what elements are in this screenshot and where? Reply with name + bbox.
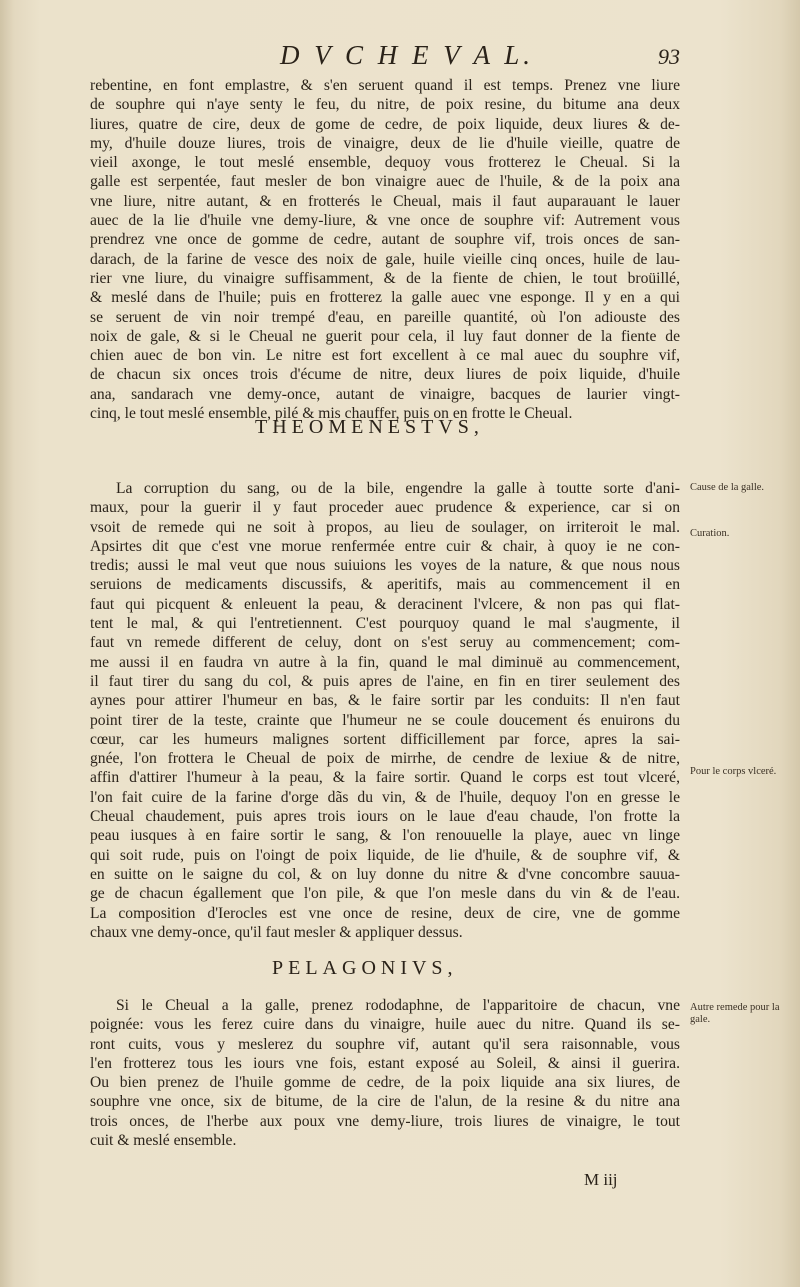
text-line: aynes pour attirer l'humeur en bas, & le faire sortir par les conduits: Il n'en faut	[90, 692, 680, 710]
text-line: prendrez vne once de gomme de cedre, autant de souphre vif, trois onces de san-	[90, 231, 680, 249]
text-line: souphre vne once, six de bitume, de la cire de l'alun, de la resine & du nitre ana	[90, 1093, 680, 1111]
paragraph-remedies	[90, 76, 680, 423]
signature-mark: M iij	[584, 1170, 618, 1189]
text-line: maux, pour la guerir il y faut proceder auec prudence & experience, car si on	[90, 499, 680, 517]
text-line: faut vn remede different de celuy, dont on s'est seruy au commencement; com-	[90, 634, 680, 652]
text-line: cinq, le tout meslé ensemble, pilé & mis chauffer, puis on en frotte le Cheual.	[90, 405, 573, 423]
running-title: D V C H E V A L.	[280, 40, 535, 70]
section-heading-pelagonius: PELAGONIVS,	[272, 957, 458, 979]
text-line: trois onces, de l'herbe aux poux vne demy-liure, trois liures de vinaigre, le tout	[90, 1112, 680, 1130]
text-line: l'on fait cuire de la farine d'orge dãs du vin, & de l'huile, dequoy l'on en gresse le	[90, 788, 680, 806]
text-line: affin d'attirer l'humeur à la peau, & la faire sortir. Quand le corps est tout vlceré,	[90, 769, 680, 787]
text-line: galle est serpentée, faut mesler de bon vinaigre auec de l'huile, & de la poix ana	[90, 173, 680, 191]
paragraph-theomenestus	[90, 479, 680, 942]
text-line: & meslé dans de l'huile; puis en frotterez la galle auec vne esponge. Il y en a qui	[90, 289, 680, 307]
text-line: tredis; aussi le mal veut que nous suiuions les voyes de la nature, & que nous nous	[90, 557, 680, 575]
page-header	[90, 40, 680, 74]
text-line: peau iusques à en faire sortir le sang, & l'on renouuelle la playe, auec vn linge	[90, 827, 680, 845]
text-line: ana, sandarach vne demy-once, autant de vinaigre, bacques de laurier vingt-	[90, 385, 680, 403]
text-line: point tirer de la teste, crainte que l'humeur ne se coule doucement és enuirons du	[90, 711, 680, 729]
text-line: rier vne liure, du vinaigre suffisamment, & de la fiente de chien, le tout broüillé,	[90, 269, 680, 287]
text-line: ront cuits, vous y meslerez du souphre vif, autant qu'il sera raisonnable, vous	[90, 1035, 680, 1053]
text-line: Si le Cheual a la galle, prenez rododaphne, de l'apparitoire de chacun, vne	[116, 997, 680, 1014]
text-line: me aussi il en faudra vn autre à la fin, quand le mal diminuë au commencement,	[90, 653, 680, 671]
margin-note-corps-vlcere: Pour le corps vlceré.	[690, 766, 777, 777]
text-line: vsoit de remede qui ne soit à propos, au lieu de soulager, on irriteroit le mal.	[90, 518, 680, 536]
text-line: il faut tirer du sang du col, & puis apres de l'aine, en fin en tirer seulement des	[90, 672, 680, 690]
page-number: 93	[658, 44, 680, 69]
text-line: chaux vne demy-once, qu'il faut mesler & appliquer dessus.	[90, 923, 463, 941]
text-line: gnée, l'on frottera le Cheual de poix de mirrhe, de cendre de lexiue & de nitre,	[90, 750, 680, 768]
paragraph-pelagonius	[90, 996, 680, 1150]
text-line: en suitte on le saigne du col, & on luy donne du nitre & d'vne concombre sauua-	[90, 865, 680, 883]
text-line: cuit & meslé ensemble.	[90, 1132, 237, 1150]
text-line: La corruption du sang, ou de la bile, engendre la galle à toutte sorte d'ani-	[116, 480, 680, 497]
text-line: cœur, car les humeurs malignes sortent difficillement par force, apres la sai-	[90, 730, 680, 748]
margin-note-curation: Curation.	[690, 528, 730, 539]
text-line: ge de chacun égallement que l'on pile, & que l'on mesle dans du vin & de l'eau.	[90, 885, 680, 903]
text-line: Apsirtes dit que c'est vne morue renfermée entre cuir & chair, à quoy ie ne con-	[90, 537, 680, 555]
text-line: seruions de medicaments discussifs, & aperitifs, mais au commencement il en	[90, 576, 680, 594]
text-line: Cheual chaudement, puis apres trois iours on le laue d'eau chaude, l'on frotte la	[90, 808, 680, 826]
text-line: my, d'huile douze liures, trois de vinaigre, deux de lie d'huile vieille, quatre de	[90, 134, 680, 152]
text-line: qui soit rude, puis on l'oingt de poix liquide, de lie d'huile, & de souphre vif, &	[90, 846, 680, 864]
text-line: de souphre qui n'aye senty le feu, du nitre, de poix resine, du bitume ana deux	[90, 96, 680, 114]
text-line: vieil axonge, le tout meslé ensemble, dequoy vous frotterez le Cheual. Si la	[90, 154, 680, 172]
text-line: Ou bien prenez de l'huile gomme de cedre, de la poix liquide ana six liures, de	[90, 1074, 680, 1092]
text-line: chien auec de bon vin. Le nitre est fort excellent à ce mal auec du souphre vif,	[90, 347, 680, 365]
text-line: noix de gale, & si le Cheual ne guerit pour cela, il luy faut donner de la fiente de	[90, 327, 680, 345]
text-line: vne liure, nitre autant, & en frotterés le Cheual, mais il faut auparauant le lauer	[90, 192, 680, 210]
margin-note-cause: Cause de la galle.	[690, 482, 765, 493]
margin-note-autre-remede: Autre remede pour la gale.	[690, 1002, 780, 1025]
text-line: tent le mal, & qui l'entretiennent. C'est pourquoy quand le mal s'augmente, il	[90, 615, 680, 633]
text-line: rebentine, en font emplastre, & s'en seruent quand il est temps. Prenez vne liure	[90, 77, 680, 94]
text-line: La composition d'Ierocles est vne once de resine, deux de cire, vne de gomme	[90, 904, 680, 922]
text-line: poignée: vous les ferez cuire dans du vinaigre, huile auec du nitre. Quand ils se-	[90, 1016, 680, 1034]
text-line: de chacun six onces trois d'écume de nitre, deux liures de poix liquide, d'huile	[90, 366, 680, 384]
section-heading-theomenestus: THEOMENESTVS,	[255, 416, 484, 438]
text-line: auec de la lie d'huile vne demy-liure, & vne once de souphre vif: Autrement vous	[90, 212, 680, 230]
text-line: darach, de la farine de vesce des noix de gale, huile vieille cinq onces, huile de lau-	[90, 250, 680, 268]
text-line: liures, quatre de cire, deux de gome de cedre, de poix liquide, deux liures & de-	[90, 115, 680, 133]
text-line: faut qui picquent & enleuent la peau, & deracinent l'vlcere, & non pas qui flat-	[90, 595, 680, 613]
text-line: se seruent de vin noir trempé d'eau, en pareille quantité, où l'on adiouste des	[90, 308, 680, 326]
text-line: l'en frotterez tous les iours vne fois, estant exposé au Soleil, & ainsi il guerira.	[90, 1054, 680, 1072]
